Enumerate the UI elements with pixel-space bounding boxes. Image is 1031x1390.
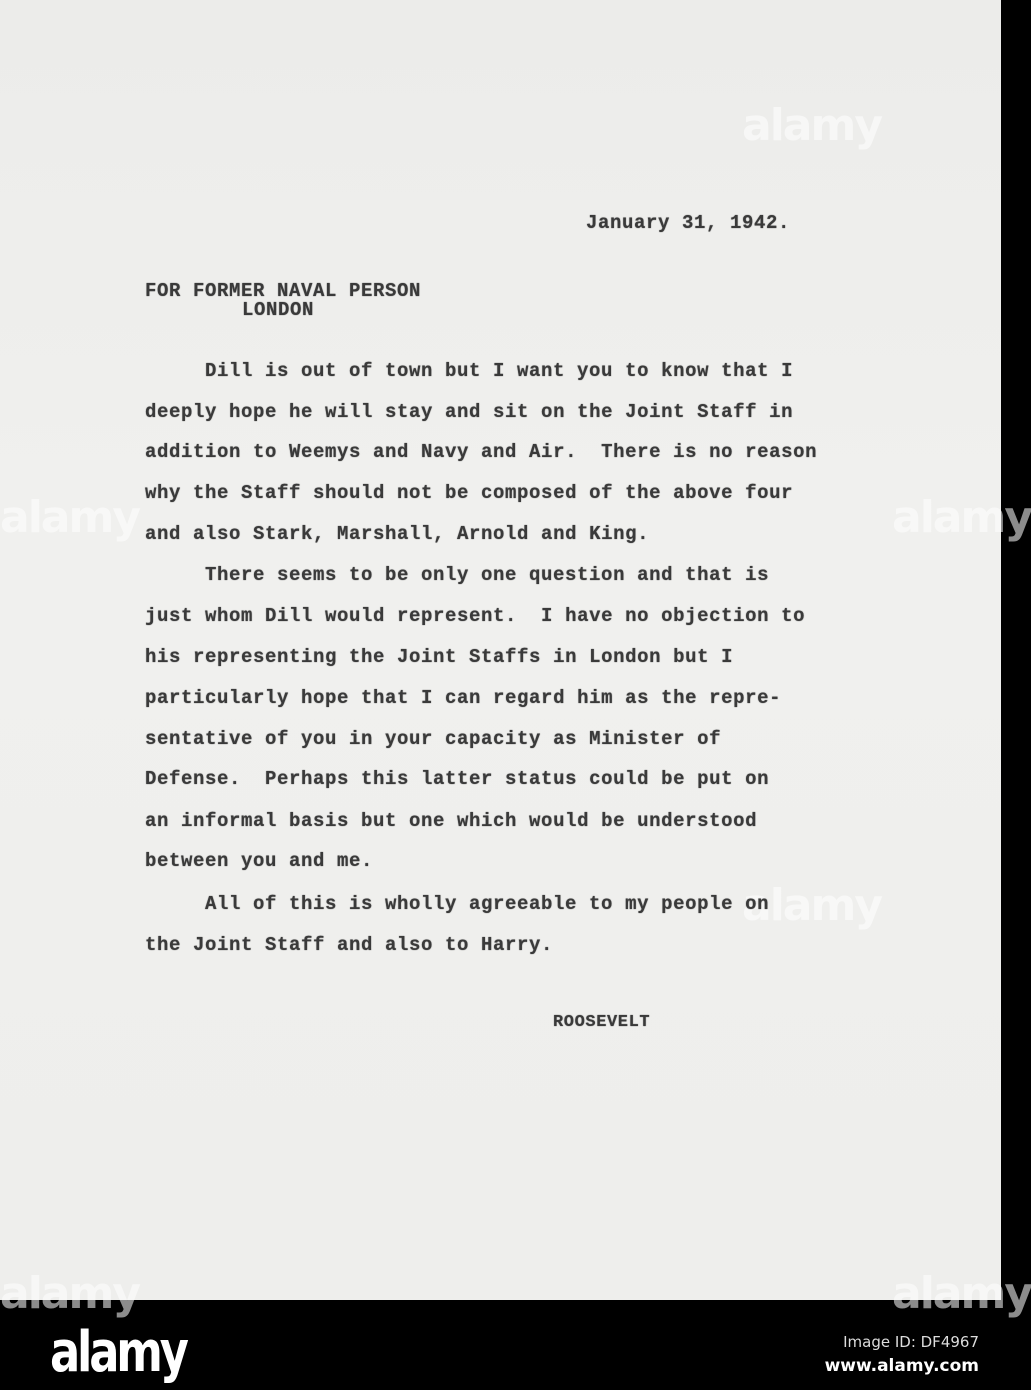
body-line: All of this is wholly agreeable to my people on (205, 893, 770, 915)
signature: ROOSEVELT (553, 1013, 651, 1032)
addressee-city: LONDON (242, 299, 315, 321)
body-line: sentative of you in your capacity as Minister of (145, 728, 722, 750)
image-id: Image ID: DF4967 (843, 1333, 979, 1351)
watermark: alamy (0, 492, 139, 543)
body-line: particularly hope that I can regard him as the repre- (145, 687, 782, 709)
letter-date: January 31, 1942. (586, 212, 791, 234)
body-line: between you and me. (145, 850, 374, 872)
body-line: There seems to be only one question and that is (205, 564, 770, 586)
body-line: just whom Dill would represent. I have no objection to (145, 605, 806, 627)
watermark: alamy (892, 492, 1031, 543)
alamy-logo: alamy (50, 1320, 186, 1385)
body-line: why the Staff should not be composed of the above four (145, 482, 794, 504)
body-line: an informal basis but one which would be understood (145, 810, 758, 832)
watermark: alamy (742, 100, 881, 151)
site-url: www.alamy.com (824, 1356, 979, 1376)
watermark: alamy (0, 1268, 139, 1319)
body-line: and also Stark, Marshall, Arnold and King. (145, 523, 650, 545)
body-line: his representing the Joint Staffs in London but I (145, 646, 734, 668)
body-line: addition to Weemys and Navy and Air. There is no reason (145, 441, 818, 463)
watermark: alamy (892, 1268, 1031, 1319)
body-line: Dill is out of town but I want you to know that I (205, 360, 794, 382)
body-line: deeply hope he will stay and sit on the Joint Staff in (145, 401, 794, 423)
addressee-line: FOR FORMER NAVAL PERSON (145, 280, 422, 302)
watermark: alamy (742, 880, 881, 931)
body-line: the Joint Staff and also to Harry. (145, 934, 554, 956)
body-line: Defense. Perhaps this latter status could be put on (145, 768, 770, 790)
